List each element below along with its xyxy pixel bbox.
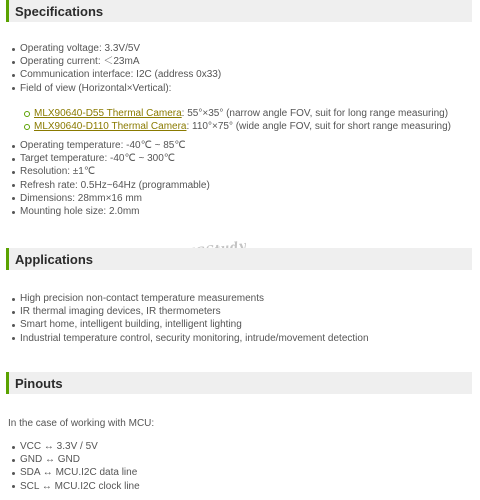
spec-item: Communication interface: I2C (address 0x33) xyxy=(8,68,221,81)
pinout-item: SDA ↔ MCU.I2C data line xyxy=(8,466,140,479)
spec-item: Operating temperature: -40℃ ~ 85℃ xyxy=(8,139,210,152)
pinouts-title: Pinouts xyxy=(15,375,63,391)
application-item: Smart home, intelligent building, intelligent lighting xyxy=(8,318,369,331)
spec-item: Mounting hole size: 2.0mm xyxy=(8,205,210,218)
fov-item xyxy=(20,120,451,133)
spec-item: Operating current: ＜23mA xyxy=(8,55,221,68)
application-item: Industrial temperature control, security monitoring, intrude/movement detection xyxy=(8,332,369,345)
pinouts-header xyxy=(6,372,472,394)
application-item: High precision non-contact temperature measurements xyxy=(8,292,369,305)
specifications-list-a xyxy=(8,42,221,95)
spec-item: Dimensions: 28mm×16 mm xyxy=(8,192,210,205)
applications-header xyxy=(6,248,472,270)
fov-list xyxy=(20,107,451,133)
pinout-item: SCL ↔ MCU.I2C clock line xyxy=(8,480,140,493)
spec-item: Operating voltage: 3.3V/5V xyxy=(8,42,221,55)
pinouts-list xyxy=(8,440,140,493)
specifications-list-b xyxy=(8,139,210,218)
pinout-item: VCC ↔ 3.3V / 5V xyxy=(8,440,140,453)
spec-item: Refresh rate: 0.5Hz~64Hz (programmable) xyxy=(8,179,210,192)
application-item: IR thermal imaging devices, IR thermometers xyxy=(8,305,369,318)
spec-item: Resolution: ±1℃ xyxy=(8,165,210,178)
spec-item: Target temperature: -40℃ ~ 300℃ xyxy=(8,152,210,165)
mlx90640-d110-link[interactable]: MLX90640-D110 Thermal Camera xyxy=(34,121,187,133)
pinouts-intro: In the case of working with MCU: xyxy=(8,418,155,429)
fov-item xyxy=(20,107,451,120)
spec-item: Field of view (Horizontal×Vertical): xyxy=(8,82,221,95)
fov-item-text: : 55°×35° (narrow angle FOV, suit for long range measuring) xyxy=(181,108,449,119)
pinout-item: GND ↔ GND xyxy=(8,453,140,466)
applications-title: Applications xyxy=(15,251,94,267)
fov-item-text: : 110°×75° (wide angle FOV, suit for short range measuring) xyxy=(186,121,452,133)
specifications-title: Specifications xyxy=(15,3,104,19)
applications-list xyxy=(8,292,369,345)
specifications-header xyxy=(6,0,472,22)
mlx90640-d55-link[interactable]: MLX90640-D55 Thermal Camera xyxy=(34,108,182,119)
